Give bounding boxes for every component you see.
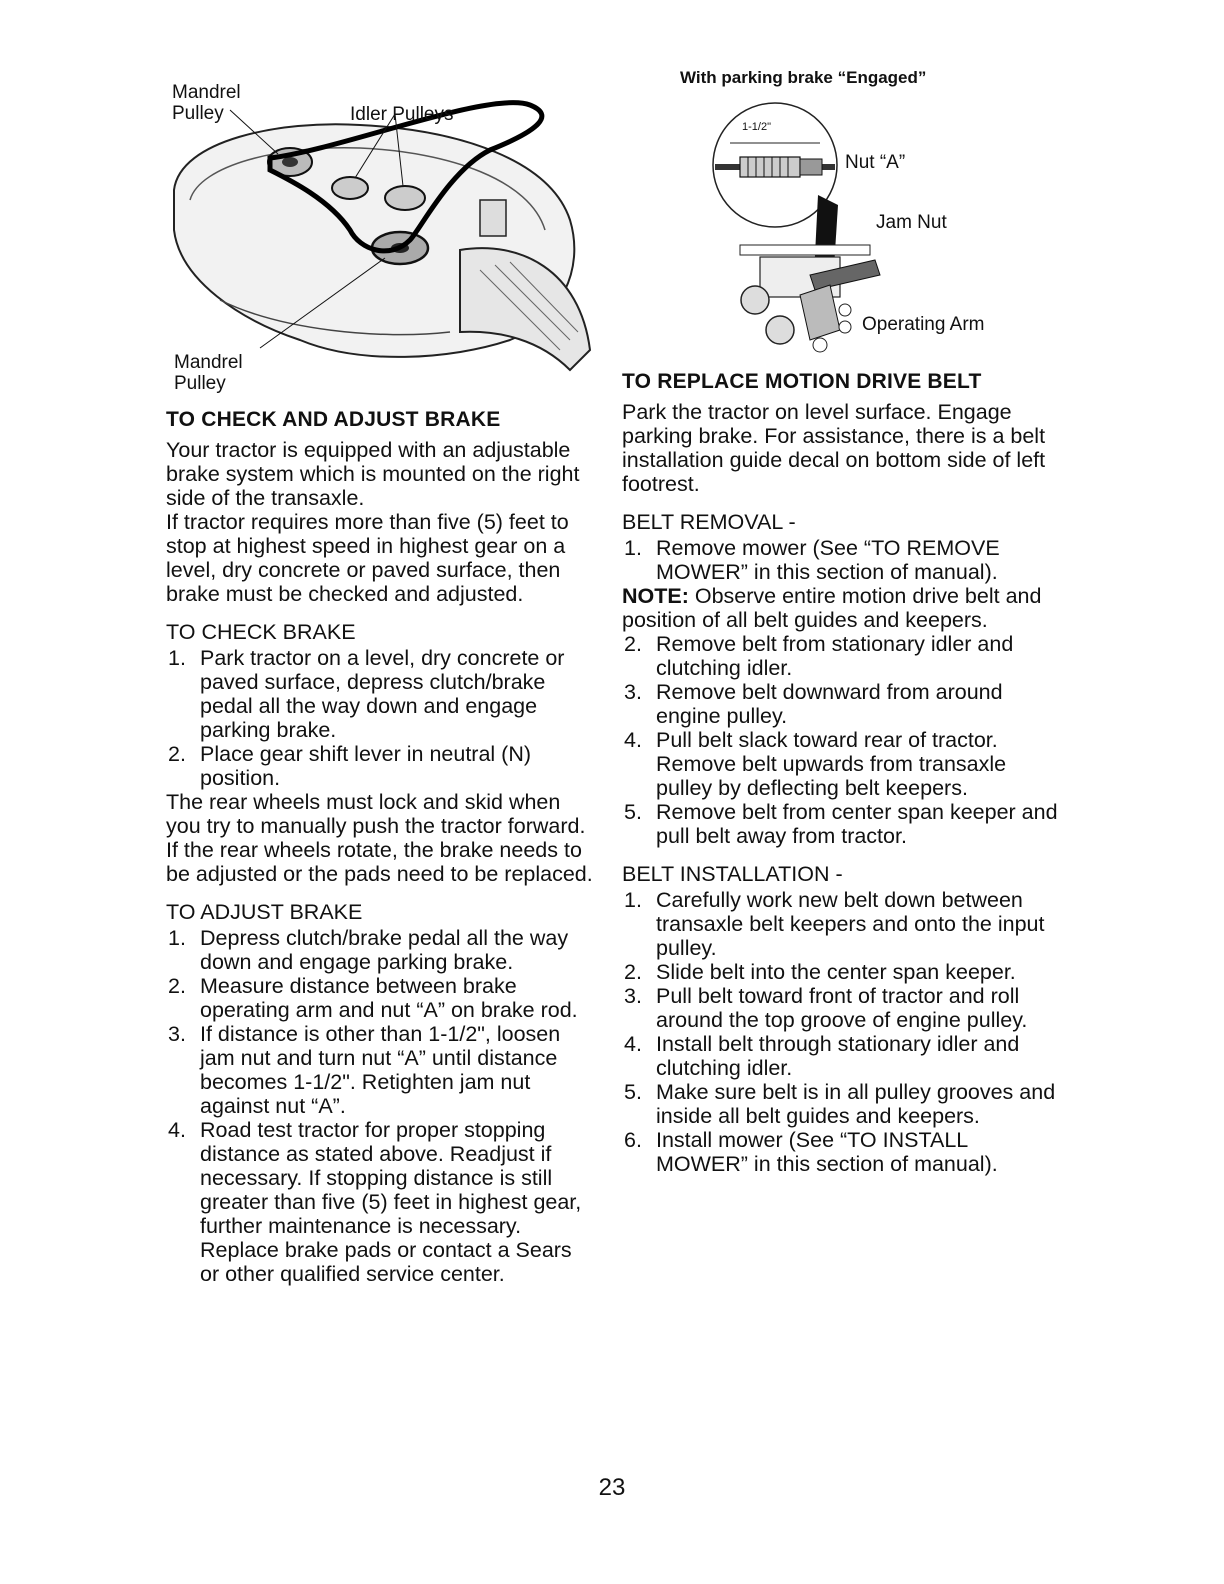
list-item: 3. Remove belt downward from around engine pulley. [624,680,1003,728]
list-item: 5. Make sure belt is in all pulley grooves and inside all belt guides and keepers. [624,1080,1056,1128]
subheading-check-brake: TO CHECK BRAKE [166,620,356,644]
note-label: NOTE: [622,584,689,608]
dimension-label: 1-1/2" [742,121,771,133]
brake-figure-caption: With parking brake “Engaged” [680,68,927,87]
label-nut-a: Nut “A” [845,152,906,173]
page-number: 23 [598,1474,626,1501]
label-operating-arm: Operating Arm [862,314,985,335]
left-column [166,408,596,1286]
check-brake-steps [166,646,596,790]
list-item: 3. If distance is other than 1-1/2", loosen jam nut and turn nut “A” until distance becomes 1-1/2". Retighten jam nut against nut “A”. [168,1022,561,1118]
belt-removal-step-1 [622,536,1062,584]
paragraph-belt-intro: Park the tractor on level surface. Engage parking brake. For assistance, there is a belt installation guide decal on bottom side of left footrest. [622,400,1046,496]
subheading-adjust-brake: TO ADJUST BRAKE [166,900,363,924]
list-item: 1. Carefully work new belt down between transaxle belt keepers and onto the input pulley. [624,888,1045,960]
subheading-belt-installation: BELT INSTALLATION - [622,862,843,886]
paragraph-check-after: The rear wheels must lock and skid when you try to manually push the tractor forward. If the rear wheels rotate, the brake needs to be adjusted or the pads need to be replaced. [166,790,593,886]
label-mandrel-pulley-bottom: Mandrel Pulley [174,352,243,394]
list-item: 1. Park tractor on a level, dry concrete or paved surface, depress clutch/brake pedal all the way down and engage parking brake. [168,646,565,742]
label-jam-nut: Jam Nut [876,212,947,233]
list-item: 4. Install belt through stationary idler and clutching idler. [624,1032,1020,1080]
list-item: 1. Remove mower (See “TO REMOVE MOWER” in this section of manual). [624,536,1000,584]
note-paragraph [622,584,1062,632]
list-item: 4. Road test tractor for proper stopping distance as stated above. Readjust if necessary. If stopping distance is still greater than five (5) feet in highest gear, further maintenance is necessary. Replace brake pads or contact a Sears or other qualified service center. [168,1118,582,1286]
list-item: 3. Pull belt toward front of tractor and roll around the top groove of engine pulley. [624,984,1028,1032]
right-column [622,370,1062,1176]
paragraph-intro-2: If tractor requires more than five (5) feet to stop at highest speed in highest gear on a level, dry concrete or paved surface, then brake must be checked and adjusted. [166,510,569,606]
label-idler-pulleys: Idler Pulleys [350,104,454,125]
list-item: 4. Pull belt slack toward rear of tractor. Remove belt upwards from transaxle pulley by deflecting belt keepers. [624,728,1007,800]
subheading-belt-removal: BELT REMOVAL - [622,510,796,534]
list-item: 6. Install mower (See “TO INSTALL MOWER” in this section of manual). [624,1128,998,1176]
label-mandrel-pulley-top: Mandrel Pulley [172,82,241,124]
list-item: 2. Remove belt from stationary idler and clutching idler. [624,632,1014,680]
belt-removal-steps [622,632,1062,848]
list-item: 2. Slide belt into the center span keeper. [624,960,1016,984]
heading-check-adjust-brake: TO CHECK AND ADJUST BRAKE [166,408,501,431]
list-item: 5. Remove belt from center span keeper and pull belt away from tractor. [624,800,1058,848]
list-item: 2. Measure distance between brake operating arm and nut “A” on brake rod. [168,974,578,1022]
adjust-brake-steps [166,926,596,1286]
list-item: 2. Place gear shift lever in neutral (N) position. [168,742,532,790]
paragraph-intro-1: Your tractor is equipped with an adjustable brake system which is mounted on the right side of the transaxle. [166,438,580,510]
note-text: Observe entire motion drive belt and position of all belt guides and keepers. [622,584,1042,632]
belt-installation-steps [622,888,1062,1176]
heading-replace-motion-drive-belt: TO REPLACE MOTION DRIVE BELT [622,370,982,393]
list-item: 1. Depress clutch/brake pedal all the way down and engage parking brake. [168,926,569,974]
